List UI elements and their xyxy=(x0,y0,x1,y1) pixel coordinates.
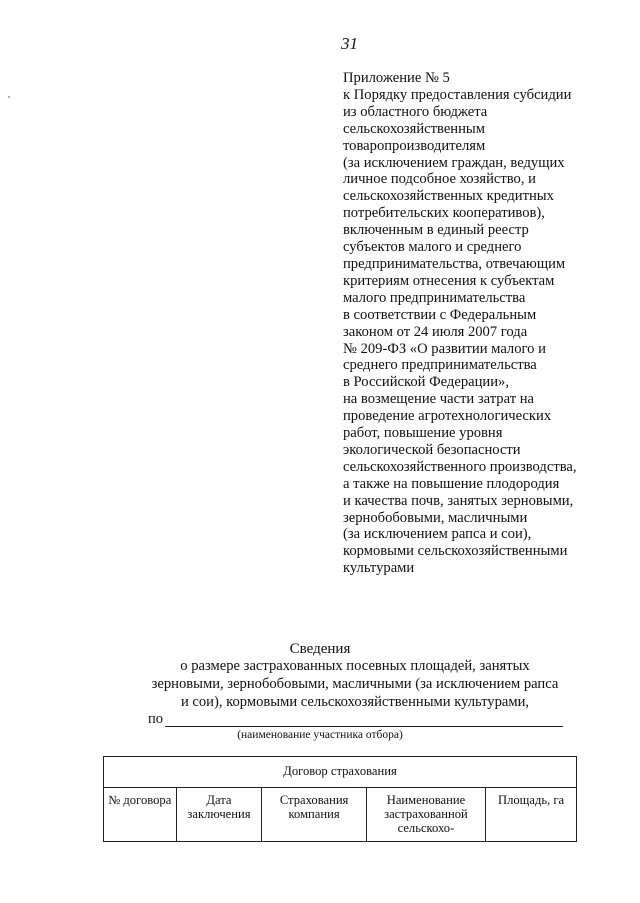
appendix-line: потребительских кооперативов), xyxy=(343,205,545,222)
table-column-header-row xyxy=(104,788,577,842)
appendix-line: законом от 24 июля 2007 года xyxy=(343,323,528,340)
column-header-insurance-company: Страхования компания xyxy=(262,788,366,842)
column-header-insured-crop: Наименование застрахованной сельскохо- xyxy=(366,788,485,842)
appendix-line: работ, повышение уровня xyxy=(343,425,503,442)
participant-fill-line xyxy=(165,726,563,727)
appendix-line: включенным в единый реестр xyxy=(343,222,529,239)
appendix-line: к Порядку предоставления субсидии xyxy=(343,86,572,103)
appendix-line: а также на повышение плодородия xyxy=(343,475,560,492)
appendix-line: и качества почв, занятых зерновыми, xyxy=(343,492,574,509)
appendix-line: предпринимательства, отвечающим xyxy=(343,255,566,272)
appendix-line: личное подсобное хозяйство, и xyxy=(343,171,536,188)
appendix-line: критериям отнесения к субъектам xyxy=(343,272,555,289)
participant-field-caption: (наименование участника отбора) xyxy=(237,729,403,741)
appendix-line: кормовыми сельскохозяйственными xyxy=(343,543,568,560)
appendix-line: (за исключением граждан, ведущих xyxy=(343,154,565,171)
appendix-header xyxy=(343,70,633,577)
appendix-line: сельскохозяйственным xyxy=(343,120,485,137)
appendix-line: в соответствии с Федеральным xyxy=(343,306,537,323)
appendix-line: товаропроизводителям xyxy=(343,137,486,154)
appendix-line: культурами xyxy=(343,560,415,577)
page-number: 31 xyxy=(341,34,358,53)
table-group-header: Договор страхования xyxy=(104,757,577,788)
appendix-line: № 209-ФЗ «О развитии малого и xyxy=(343,340,546,357)
section-subtitle-line: и сои), кормовыми сельскохозяйственными культурами, xyxy=(180,694,530,710)
column-header-contract-number: № договора xyxy=(104,788,177,842)
appendix-line: среднего предпринимательства xyxy=(343,357,537,374)
column-header-contract-date: Дата заключения xyxy=(176,788,262,842)
participant-field-label: по xyxy=(148,711,164,727)
appendix-line: сельскохозяйственного производства, xyxy=(343,458,577,475)
appendix-line: из областного бюджета xyxy=(343,103,488,120)
appendix-line: проведение агротехнологических xyxy=(343,408,552,425)
appendix-line: сельскохозяйственных кредитных xyxy=(343,188,554,205)
section-title: Сведения xyxy=(289,641,351,657)
appendix-line: Приложение № 5 xyxy=(343,70,450,86)
column-header-area-ha: Площадь, га xyxy=(486,788,577,842)
appendix-line: в Российской Федерации», xyxy=(343,374,509,391)
appendix-line: зернобобовыми, масличными xyxy=(343,509,528,526)
section-subtitle xyxy=(125,657,585,711)
table-group-header-row xyxy=(104,757,577,788)
appendix-line: (за исключением рапса и сои), xyxy=(343,526,532,543)
section-subtitle-line: о размере застрахованных посевных площадей, занятых xyxy=(180,658,530,674)
appendix-line: экологической безопасности xyxy=(343,441,521,458)
section-subtitle-line: зерновыми, зернобобовыми, масличными (за исключением рапса xyxy=(151,676,559,692)
appendix-line: малого предпринимательства xyxy=(343,289,526,306)
insurance-table xyxy=(103,756,577,842)
appendix-line: субъектов малого и среднего xyxy=(343,239,522,256)
participant-field xyxy=(148,711,568,729)
appendix-line: на возмещение части затрат на xyxy=(343,391,535,408)
margin-speck xyxy=(8,96,10,98)
